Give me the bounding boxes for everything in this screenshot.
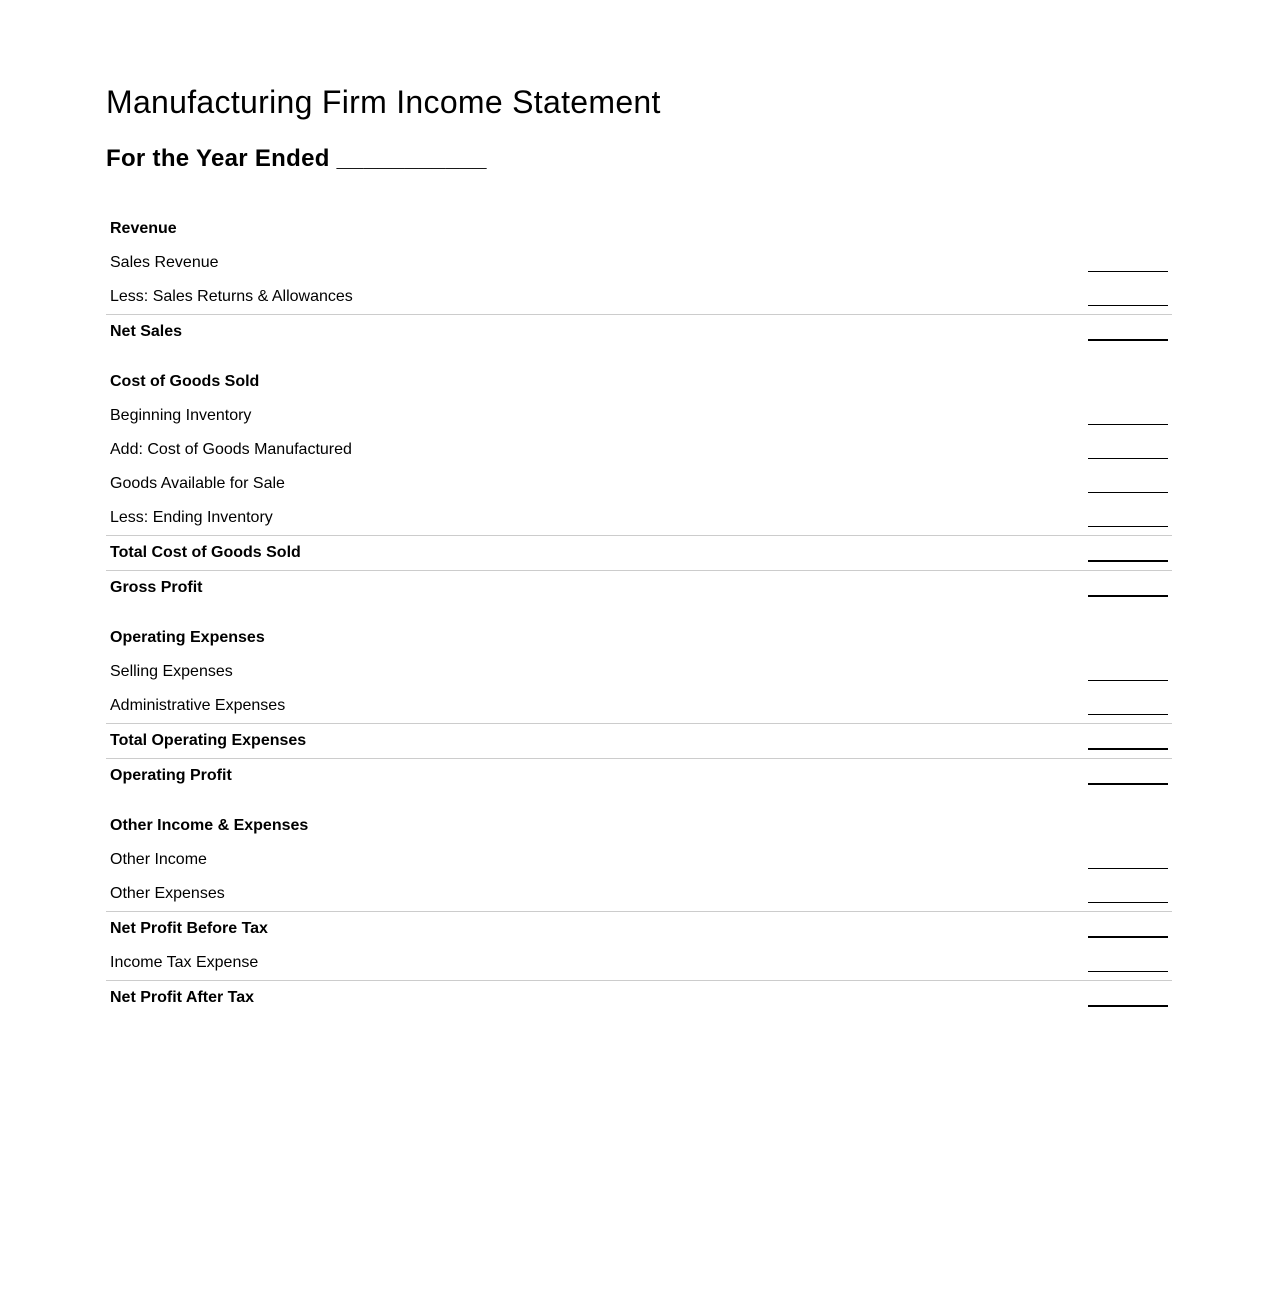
row-label: Administrative Expenses <box>110 697 286 714</box>
row-label: Sales Revenue <box>110 254 219 271</box>
total-row <box>106 535 1172 570</box>
amount-blank-field[interactable] <box>1088 595 1168 597</box>
line-item-row <box>106 501 1172 535</box>
row-label: Other Expenses <box>110 885 225 902</box>
row-label: Revenue <box>110 220 177 237</box>
row-label: Net Sales <box>110 323 183 340</box>
total-row <box>106 314 1172 349</box>
line-item-row <box>106 246 1172 280</box>
amount-blank-field[interactable] <box>1088 868 1168 869</box>
row-label: Less: Ending Inventory <box>110 509 273 526</box>
amount-blank-field[interactable] <box>1088 1005 1168 1007</box>
line-item-row <box>106 280 1172 314</box>
amount-blank-field[interactable] <box>1088 424 1168 425</box>
page-title: Manufacturing Firm Income Statement <box>106 84 661 120</box>
row-label: Other Income <box>110 851 207 868</box>
row-label: Beginning Inventory <box>110 407 252 424</box>
amount-blank-field[interactable] <box>1088 748 1168 750</box>
row-label: Selling Expenses <box>110 663 233 680</box>
row-label: Cost of Goods Sold <box>110 373 260 390</box>
row-label: Add: Cost of Goods Manufactured <box>110 441 352 458</box>
total-row <box>106 723 1172 758</box>
row-label: Total Operating Expenses <box>110 732 307 749</box>
line-item-row <box>106 689 1172 723</box>
amount-blank-field[interactable] <box>1088 714 1168 715</box>
row-label: Operating Expenses <box>110 629 265 646</box>
income-statement-table <box>106 212 1172 1015</box>
amount-blank-field[interactable] <box>1088 902 1168 903</box>
amount-blank-field[interactable] <box>1088 458 1168 459</box>
line-item-row <box>106 655 1172 689</box>
amount-blank-field[interactable] <box>1088 971 1168 972</box>
row-label: Gross Profit <box>110 579 203 596</box>
amount-blank-field[interactable] <box>1088 492 1168 493</box>
row-label: Less: Sales Returns & Allowances <box>110 288 353 305</box>
line-item-row <box>106 877 1172 911</box>
line-item-row <box>106 433 1172 467</box>
row-label: Income Tax Expense <box>110 954 259 971</box>
total-row <box>106 911 1172 946</box>
line-item-row <box>106 946 1172 980</box>
line-item-row <box>106 467 1172 501</box>
section-heading <box>106 809 1172 843</box>
amount-blank-field[interactable] <box>1088 680 1168 681</box>
row-label: Total Cost of Goods Sold <box>110 544 301 561</box>
total-row <box>106 570 1172 605</box>
line-item-row <box>106 843 1172 877</box>
amount-blank-field[interactable] <box>1088 560 1168 562</box>
total-row <box>106 980 1172 1015</box>
amount-blank-field[interactable] <box>1088 526 1168 527</box>
amount-blank-field[interactable] <box>1088 305 1168 306</box>
amount-blank-field[interactable] <box>1088 936 1168 938</box>
row-label: Net Profit Before Tax <box>110 920 268 937</box>
total-row <box>106 758 1172 793</box>
row-label: Goods Available for Sale <box>110 475 285 492</box>
section-heading <box>106 365 1172 399</box>
row-label: Net Profit After Tax <box>110 989 255 1006</box>
row-label: Other Income & Expenses <box>110 817 309 834</box>
amount-blank-field[interactable] <box>1088 271 1168 272</box>
row-label: Operating Profit <box>110 767 232 784</box>
line-item-row <box>106 399 1172 433</box>
section-heading <box>106 212 1172 246</box>
section-heading <box>106 621 1172 655</box>
page-subtitle: For the Year Ended ___________ <box>106 145 487 172</box>
amount-blank-field[interactable] <box>1088 783 1168 785</box>
amount-blank-field[interactable] <box>1088 339 1168 341</box>
